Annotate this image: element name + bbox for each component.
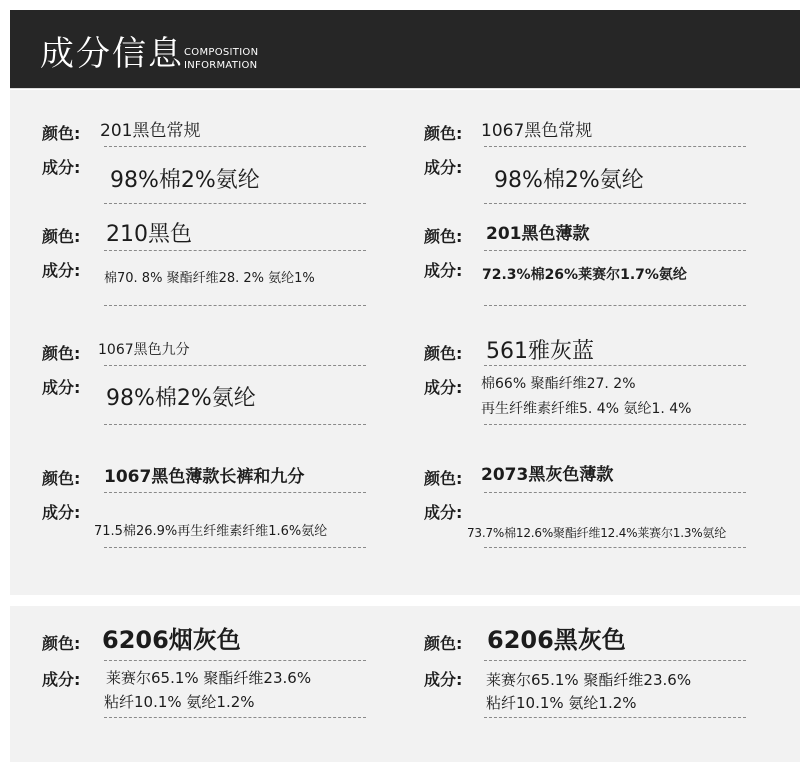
divider bbox=[104, 424, 366, 425]
composition-label: 成分: bbox=[42, 158, 81, 177]
color-value: 201黑色薄款 bbox=[486, 224, 590, 244]
divider bbox=[484, 365, 746, 366]
header-subtitle-line2: INFORMATION bbox=[184, 60, 258, 71]
color-label: 颜色: bbox=[42, 344, 81, 363]
color-label: 颜色: bbox=[424, 469, 463, 488]
composition-label: 成分: bbox=[424, 261, 463, 280]
divider bbox=[104, 250, 366, 251]
color-label: 颜色: bbox=[42, 634, 81, 653]
color-label: 颜色: bbox=[424, 124, 463, 143]
divider bbox=[484, 146, 746, 147]
color-value: 561雅灰蓝 bbox=[486, 339, 594, 364]
composition-value-line1: 莱赛尔65.1% 聚酯纤维23.6% bbox=[486, 671, 692, 689]
color-value: 2073黑灰色薄款 bbox=[481, 465, 614, 485]
color-label: 颜色: bbox=[42, 124, 81, 143]
composition-value: 98%棉2%氨纶 bbox=[106, 386, 256, 411]
composition-label: 成分: bbox=[42, 261, 81, 280]
color-value: 1067黑色九分 bbox=[98, 342, 190, 358]
composition-value: 73.7%棉12.6%聚酯纤维12.4%莱赛尔1.3%氨纶 bbox=[467, 526, 727, 540]
composition-value: 98%棉2%氨纶 bbox=[494, 168, 644, 193]
composition-value-line2: 再生纤维素纤维5. 4% 氨纶1. 4% bbox=[481, 401, 692, 417]
divider bbox=[484, 250, 746, 251]
divider bbox=[484, 492, 746, 493]
header-banner bbox=[10, 10, 800, 88]
color-label: 颜色: bbox=[424, 634, 463, 653]
divider bbox=[104, 660, 366, 661]
divider bbox=[484, 717, 746, 718]
divider bbox=[104, 305, 366, 306]
header-divider bbox=[10, 88, 800, 89]
divider bbox=[484, 424, 746, 425]
page-title: 成分信息 bbox=[40, 34, 184, 74]
color-label: 颜色: bbox=[42, 469, 81, 488]
composition-value: 98%棉2%氨纶 bbox=[110, 168, 260, 193]
composition-label: 成分: bbox=[424, 378, 463, 397]
color-label: 颜色: bbox=[42, 227, 81, 246]
composition-value-line1: 莱赛尔65.1% 聚酯纤维23.6% bbox=[106, 669, 312, 687]
color-value: 210黑色 bbox=[106, 222, 192, 247]
divider bbox=[104, 203, 366, 204]
divider bbox=[484, 660, 746, 661]
color-label: 颜色: bbox=[424, 344, 463, 363]
header-subtitle bbox=[184, 46, 258, 72]
composition-label: 成分: bbox=[424, 503, 463, 522]
composition-label: 成分: bbox=[42, 670, 81, 689]
composition-label: 成分: bbox=[42, 378, 81, 397]
divider bbox=[484, 203, 746, 204]
header-subtitle-line1: COMPOSITION bbox=[184, 47, 259, 58]
color-value: 1067黑色薄款长裤和九分 bbox=[104, 467, 305, 487]
divider bbox=[484, 305, 746, 306]
divider bbox=[104, 547, 366, 548]
divider bbox=[484, 547, 746, 548]
divider bbox=[104, 717, 366, 718]
color-value: 6206烟灰色 bbox=[102, 626, 241, 654]
composition-label: 成分: bbox=[424, 158, 463, 177]
color-value: 1067黑色常规 bbox=[481, 121, 593, 141]
composition-value: 71.5棉26.9%再生纤维素纤维1.6%氨纶 bbox=[94, 524, 328, 539]
composition-value-line2: 粘纤10.1% 氨纶1.2% bbox=[104, 693, 255, 711]
composition-value-line1: 棉66% 聚酯纤维27. 2% bbox=[481, 376, 636, 392]
composition-label: 成分: bbox=[424, 670, 463, 689]
color-value: 6206黑灰色 bbox=[487, 626, 626, 654]
composition-value: 72.3%棉26%莱赛尔1.7%氨纶 bbox=[482, 267, 687, 283]
composition-value: 棉70. 8% 聚酯纤维28. 2% 氨纶1% bbox=[104, 271, 315, 286]
composition-value-line2: 粘纤10.1% 氨纶1.2% bbox=[486, 694, 637, 712]
divider bbox=[104, 492, 366, 493]
divider bbox=[104, 365, 366, 366]
divider bbox=[104, 146, 366, 147]
composition-label: 成分: bbox=[42, 503, 81, 522]
color-label: 颜色: bbox=[424, 227, 463, 246]
color-value: 201黑色常规 bbox=[100, 121, 201, 141]
